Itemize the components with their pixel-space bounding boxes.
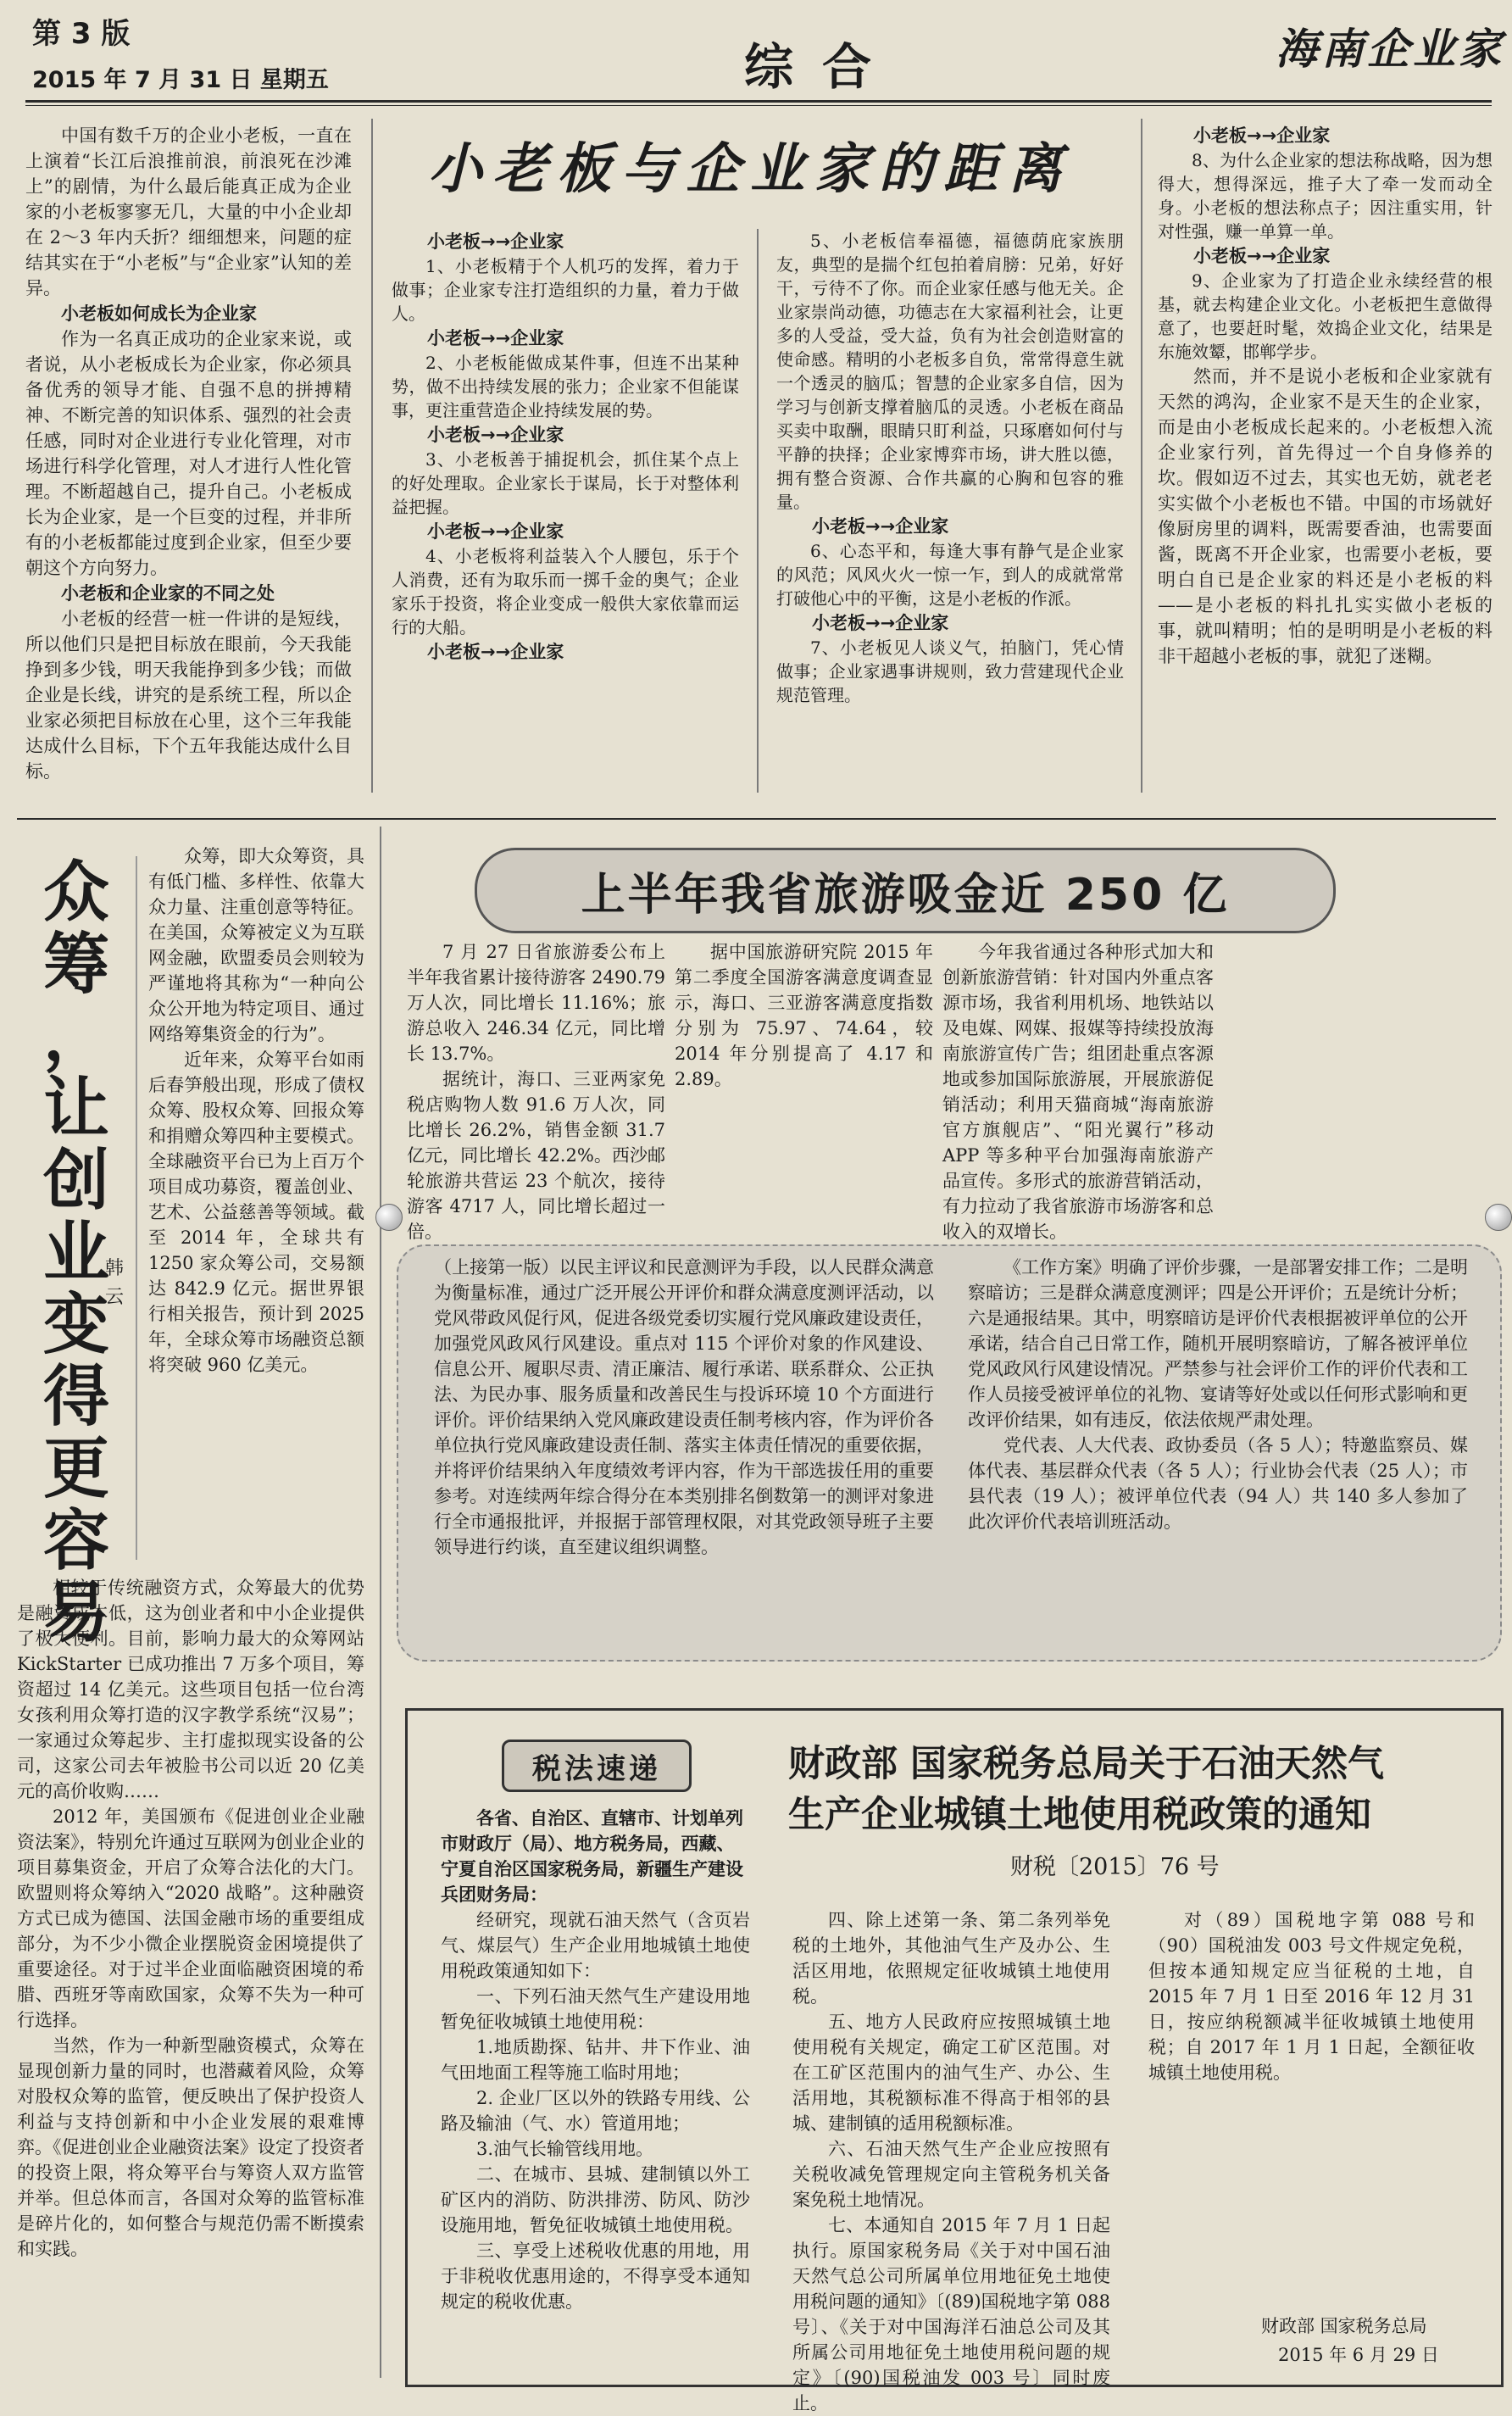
article1-headline: 小老板与企业家的距离 bbox=[428, 137, 1072, 201]
article3-headline-banner bbox=[475, 848, 1336, 933]
article1-intro: 中国有数千万的企业小老板，一直在上演着“长江后浪推前浪，前浪死在沙滩上”的剧情，为什么最后能真正成为企业家的小老板寥寥无几，大量的中小企业却在 2～3 年内夭折？细细想来，问题的症结其实在于“小老板”与“企业家”认知的差异。 bbox=[25, 125, 352, 298]
article1-point: 6、心态平和，每逢大事有静气是企业家的风范；风风火火一惊一乍，到人的成就常常打破他心中的平衡，这是小老板的作派。 bbox=[776, 541, 1124, 609]
article2-headline-char: 更 bbox=[42, 1430, 109, 1507]
article5-addressee: 各省、自治区、直辖市、计划单列市财政厅（局）、地方税务局，西藏、宁夏自治区国家税务局，新疆生产建设兵团财务局： bbox=[441, 1808, 743, 1905]
article1-paragraph: 小老板的经营一桩一件讲的是短线，所以他们只是把目标放在眼前，今天我能挣到多少钱，明天我能挣到多少钱；而做企业是长线，讲究的是系统工程，所以企业家必须把目标放在心里，这个三年我能达成什么目标，下个五年我能达成什么目标。 bbox=[25, 609, 352, 782]
article2-col2 bbox=[17, 1575, 364, 2376]
arrow-heading: 小老板→→企业家 bbox=[1193, 246, 1331, 266]
article2-headline-char: 众 bbox=[42, 854, 109, 931]
article2-headline-char: 容 bbox=[42, 1502, 109, 1579]
article5-paragraph: 1.地质勘探、钻井、井下作业、油气田地面工程等施工临时用地； bbox=[441, 2037, 750, 2083]
article2-paragraph: 相较于传统融资方式，众筹最大的优势是融资成本低，这为创业者和中小企业提供了极大便利。目前，影响力最大的众筹网站 KickStarter 已成功推出 7 万多个项目，筹资超过 14 亿美元。这些项目包括一位台湾女孩利用众筹打造的汉字教学系统“汉易”；一家通过众筹起步、主打虚拟现实设备的公司，这家公司去年被脸书公司以近 20 亿美元的高价收购…… bbox=[17, 1578, 364, 1801]
article2-headline-char: 筹 bbox=[42, 926, 109, 1003]
article3-paragraph: 据中国旅游研究院 2015 年第二季度全国游客满意度调查显示，海口、三亚游客满意度指数分别为 75.97、74.64，较 2014 年分别提高了 4.17 和 2.89。 bbox=[675, 942, 933, 1089]
article5-paragraph: 2. 企业厂区以外的铁路专用线、公路及输油（气、水）管道用地； bbox=[441, 2088, 750, 2134]
article5-paragraph: 3.油气长输管线用地。 bbox=[476, 2139, 654, 2159]
article3-paragraph: 7 月 27 日省旅游委公布上半年我省累计接待游客 2490.79 万人次，同比增长 11.16%；旅游总收入 246.34 亿元，同比增长 13.7%。 bbox=[407, 942, 665, 1064]
arrow-heading: 小老板→→企业家 bbox=[427, 231, 564, 252]
article5-col3 bbox=[1148, 1907, 1475, 2289]
article5-paragraph: 一、下列石油天然气生产建设用地暂免征收城镇土地使用税： bbox=[441, 1986, 750, 2032]
article2-headline-char: 业 bbox=[42, 1214, 109, 1291]
tax-column-badge bbox=[502, 1740, 692, 1792]
article5-title-line2: 生产企业城镇土地使用税政策的通知 bbox=[788, 1794, 1371, 1836]
column-divider bbox=[757, 229, 759, 793]
tax-column-badge-label: 税法速递 bbox=[532, 1751, 661, 1786]
article1-subhead-1: 小老板如何成长为企业家 bbox=[61, 303, 257, 324]
article3-paragraph: 今年我省通过各种形式加大和创新旅游营销：针对国内外重点客源市场，我省利用机场、地铁站以及电媒、网媒、报媒等持续投放海南旅游宣传广告；组团赴重点客源地或参加国际旅游展，开展旅游促销活动；利用天猫商城“海南旅游官方旗舰店”、“阳光翼行”移动 APP 等多种平台加强海南旅游产品宣传。多形式的旅游营销活动，有力拉动了我省旅游市场游客和总收入的双增长。 bbox=[942, 942, 1214, 1242]
arrow-heading: 小老板→→企业家 bbox=[1193, 125, 1331, 146]
section-title: 综合 bbox=[744, 38, 901, 96]
issue-date: 2015 年 7 月 31 日 星期五 bbox=[32, 67, 329, 93]
article5-paragraph: 二、在城市、县城、建制镇以外工矿区内的消防、防洪排涝、防风、防沙设施用地，暂免征收城镇土地使用税。 bbox=[441, 2164, 750, 2235]
header-rule-thin bbox=[25, 105, 1492, 106]
article1-point: 1、小老板精于个人机巧的发挥，着力于做事；企业家专注打造组织的力量，着力于做人。 bbox=[392, 256, 739, 324]
article2-author: 韩云 bbox=[104, 1258, 124, 1308]
article5-paragraph: 六、石油天然气生产企业应按照有关税收减免管理规定向主管税务机关备案免税土地情况。 bbox=[792, 2139, 1110, 2210]
column-divider bbox=[371, 119, 373, 793]
decorative-dot bbox=[375, 1204, 403, 1231]
article2-paragraph: 近年来，众筹平台如雨后春笋般出现，形成了债权众筹、股权众筹、回报众筹和捐赠众筹四种主要模式。全球融资平台已为上百万个项目成功募资，覆盖创业、艺术、公益慈善等领域。截至 2014 年，全球共有 1250 家众筹公司，交易额达 842.9 亿元。据世界银行相关报告，预计到 2025 年，全球众筹市场融资总额将突破 960 亿美元。 bbox=[148, 1049, 364, 1375]
article1-subhead-2: 小老板和企业家的不同之处 bbox=[61, 583, 275, 604]
article3-col3 bbox=[942, 939, 1214, 1242]
article2-col1 bbox=[148, 843, 364, 1568]
arrow-heading: 小老板→→企业家 bbox=[427, 425, 564, 445]
article2-paragraph: 众筹，即大众筹资，具有低门槛、多样性、依靠大众力量、注重创意等特征。在美国，众筹被定义为互联网金融，欧盟委员会则较为严谨地将其称为“一种向公众公开地为特定项目、通过网络筹集资金的行为”。 bbox=[148, 846, 364, 1044]
newspaper-brand: 海南企业家 bbox=[1276, 24, 1504, 74]
column-divider bbox=[1141, 119, 1142, 793]
article1-point: 7、小老板见人谈义气，拍脑门，凭心情做事；企业家遇事讲规则，致力营建现代企业规范管理。 bbox=[776, 637, 1124, 705]
article5-col2 bbox=[792, 1907, 1110, 2413]
article3-col1 bbox=[407, 939, 665, 1242]
article1-point: 3、小老板善于捕捉机会，抓住某个点上的好处理取。企业家长于谋局，长于对整体利益把握。 bbox=[392, 449, 739, 517]
article1-col2 bbox=[392, 229, 739, 793]
article1-point: 4、小老板将利益装入个人腰包，乐于个人消费，还有为取乐而一掷千金的奥气；企业家乐于投资，将企业变成一般供大家依靠而运行的大船。 bbox=[392, 546, 739, 637]
column-divider bbox=[380, 827, 381, 2378]
article5-paragraph: 七、本通知自 2015 年 7 月 1 日起执行。原国家税务局《关于对中国石油天然气总公司所属单位用地征免土地使用税问题的通知》〔(89)国税地字第 088 号〕、《关于对中国海洋石油总公司及其所属公司用地征免土地使用税问题的规定》〔(90)国税油发 003 号〕同时废止。 bbox=[792, 2215, 1110, 2413]
article2-headline-char: 得 bbox=[42, 1358, 109, 1435]
article1-col3 bbox=[776, 229, 1124, 793]
article3-paragraph: 据统计，海口、三亚两家免税店购物人数 91.6 万人次，同比增长 26.2%，销售金额 31.7 亿元，同比增长 42.2%。西沙邮轮旅游共营运 23 个航次，接待游客 4717 人，同比增长超过一倍。 bbox=[407, 1069, 665, 1242]
arrow-heading: 小老板→→企业家 bbox=[427, 521, 564, 542]
article2-headline-char: 让 bbox=[42, 1070, 109, 1147]
article3-headline: 上半年我省旅游吸金近 250 亿 bbox=[581, 870, 1230, 921]
header-rule bbox=[25, 100, 1492, 103]
arrow-heading: 小老板→→企业家 bbox=[427, 642, 564, 662]
article5-paragraph: 对（89）国税地字第 088 号和（90）国税油发 003 号文件规定免税，但按本通知规定应当征税的土地，自 2015 年 7 月 1 日至 2016 年 12 月 31 日，按应纳税额减半征收城镇土地使用税；自 2017 年 1 月 1 日起，全额征收城镇土地使用税。 bbox=[1148, 1910, 1475, 2083]
arrow-heading: 小老板→→企业家 bbox=[812, 613, 949, 633]
article2-headline-char: ， bbox=[42, 998, 109, 1075]
article2-vertical-headline bbox=[17, 854, 137, 1651]
article1-point: 5、小老板信奉福德，福德荫庇家族朋友，典型的是揣个红包拍着肩膀：兄弟，好好干，亏待不了你。而企业家任感与他无关。企业家崇尚动德，功德志在大家福利社会，让更多的人受益，受大益，负有为社会创造财富的使命感。精明的小老板多自负，常常得意生就一个透灵的脑瓜；智慧的企业家多自信，因为学习与创新支撑着脑瓜的灵透。小老板在商品买卖中取酬，眼睛只盯利益，只琢磨如何付与平静的抉择；企业家博弈市场，讲大胜以德，拥有整合资源、合作共赢的心胸和包容的雅量。 bbox=[776, 231, 1124, 512]
article4-paragraph: （上接第一版）以民主评议和民意测评为手段，以人民群众满意为衡量标准，通过广泛开展公开评价和群众满意度测评活动，以党风带政风促行风，促进各级党委切实履行党风廉政建设责任，加强党风政风行风建设。重点对 115 个评价对象的作风建设、信息公开、履职尽责、清正廉洁、履行承诺、联系群众、公正执法、为民办事、服务质量和改善民生与投诉环境 10 个方面进行评价。评价结果纳入党风廉政建设责任制考核内容，作为评价各单位执行党风廉政建设责任制、落实主体责任情况的重要依据，并将评价结果纳入年度绩效考评内容，作为干部选拔任用的重要参考。对连续两年综合得分在本类别排名倒数第一的测评对象进行全市通报批评，并报据于部管理权限，对其党政领导班子主要领导进行约谈，直至建议组织调整。 bbox=[434, 1257, 934, 1557]
article5-paragraph: 经研究，现就石油天然气（含页岩气、煤层气）生产企业用地城镇土地使用税政策通知如下： bbox=[441, 1910, 750, 1981]
arrow-heading: 小老板→→企业家 bbox=[427, 328, 564, 348]
article5-paragraph: 五、地方人民政府应按照城镇土地使用税有关规定，确定工矿区范围。对在工矿区范围内的油气生产、办公、生活用地，其税额标准不得高于相邻的县城、建制镇的适用税额标准。 bbox=[792, 2012, 1110, 2134]
article1-conclusion: 然而，并不是说小老板和企业家就有天然的鸿沟，企业家不是天生的企业家，而是由小老板成长起来的。小老板想入流企业家行列，首先得过一个自身修养的坎。假如迈不过去，其实也无妨，就老老实实做个小老板也不错。中国的市场就好像厨房里的调料，既需要香油，也需要面酱，既离不开企业家，也需要小老板，要明白自已是企业家的料还是小老板的料——是小老板的料扎扎实实做小老板的事，就叫精明；怕的是明明是小老板的料非干超越小老板的事，就犯了迷糊。 bbox=[1158, 366, 1493, 666]
article5-paragraph: 四、除上述第一条、第二条列举免税的土地外，其他油气生产及办公、生活区用地，依照规定征收城镇土地使用税。 bbox=[792, 1910, 1110, 2007]
article1-col4 bbox=[1158, 123, 1493, 793]
article3-col2 bbox=[675, 939, 933, 1232]
article2-paragraph: 2012 年，美国颁布《促进创业企业融资法案》，特别允许通过互联网为创业企业的项目募集资金，开启了众筹合法化的大门。欧盟则将众筹纳入“2020 战略”。这种融资方式已成为德国、法国金融市场的重要组成部分，为不少小微企业摆脱资金困境提供了重要途径。对于过半企业面临融资困境的希腊、西班牙等南欧国家，众筹不失为一种可行选择。 bbox=[17, 1806, 364, 2030]
issue-number: 第 3 版 bbox=[32, 17, 131, 51]
article2-headline-char: 易 bbox=[42, 1574, 109, 1651]
article1-paragraph: 作为一名真正成功的企业家来说，或者说，从小老板成长为企业家，你必须具备优秀的领导才能、自强不息的拼搏精神、不断完善的知识体系、强烈的社会责任感，同时对企业进行专业化管理，对市场进行科学化管理，对人才进行人性化管理。不断超越自己，提升自己。小老板成长为企业家，是一个巨变的过程，并非所有的小老板都能过度到企业家，但至少要朝这个方向努力。 bbox=[25, 329, 352, 578]
article5-col1 bbox=[441, 1806, 750, 2375]
article1-point: 9、企业家为了打造企业永续经营的根基，就去构建企业文化。小老板把生意做得意了，也要赶时髦，效捣企业文化，结果是东施效颦，邯郸学步。 bbox=[1158, 270, 1493, 362]
article2-paragraph: 当然，作为一种新型融资模式，众筹在显现创新力量的同时，也潜藏着风险，众筹对股权众筹的监管，便反映出了保护投资人利益与支持创新和中小企业发展的艰难博弈。《促进创业企业融资法案》设定了投资者的投资上限，将众筹平台与筹资人双方监管并举。但总体而言，各国对众筹的监管标准是碎片化的，如何整合与规范仍需不断摸索和实践。 bbox=[17, 2035, 364, 2259]
arrow-heading: 小老板→→企业家 bbox=[812, 516, 949, 537]
article4-paragraph: 《工作方案》明确了评价步骤，一是部署安排工作；二是明察暗访；三是群众满意度测评；四是公开评价；五是统计分析；六是通报结果。其中，明察暗访是评价代表根据被评单位的公开承诺，结合自己日常工作，随机开展明察暗访，了解各被评单位党风政风行风建设情况。严禁参与社会评价工作的评价代表和工作人员接受被评单位的礼物、宴请等好处或以任何形式影响和更改评价结果，如有违反，依法依规严肃处理。 bbox=[968, 1257, 1468, 1430]
article4-col2 bbox=[968, 1255, 1468, 1645]
decorative-dot bbox=[1485, 1204, 1512, 1231]
article5-title-line1: 财政部 国家税务总局关于石油天然气 bbox=[788, 1743, 1384, 1785]
article5-sign-date: 2015 年 6 月 29 日 bbox=[1278, 2345, 1439, 2365]
article4-paragraph: 党代表、人大代表、政协委员（各 5 人）；特邀监察员、媒体代表、基层群众代表（各 5 人）；行业协会代表（25 人）；市县代表（19 人）；被评单位代表（94 人）共 140 多人参加了此次评价代表培训班活动。 bbox=[968, 1435, 1468, 1532]
article5-signature: 财政部 国家税务总局 bbox=[1261, 2316, 1427, 2336]
article1-col1 bbox=[25, 123, 352, 793]
article1-point: 8、为什么企业家的想法称战略，因为想得大，想得深远，推子大了牵一发而动全身。小老板的想法称点子；因注重实用，针对性强，赚一单算一单。 bbox=[1158, 150, 1493, 242]
article5-document-number: 财税〔2015〕76 号 bbox=[1010, 1854, 1220, 1880]
article2-headline-char: 创 bbox=[42, 1142, 109, 1219]
article1-point: 2、小老板能做成某件事，但连不出某种势，做不出持续发展的张力；企业家不但能谋事，更注重营造企业持续发展的势。 bbox=[392, 353, 739, 420]
article2-headline-char: 变 bbox=[42, 1286, 109, 1363]
section-divider bbox=[17, 818, 1496, 820]
article4-col1 bbox=[434, 1255, 934, 1645]
article5-paragraph: 三、享受上述税收优惠的用地，用于非税收优惠用途的，不得享受本通知规定的税收优惠。 bbox=[441, 2241, 750, 2312]
